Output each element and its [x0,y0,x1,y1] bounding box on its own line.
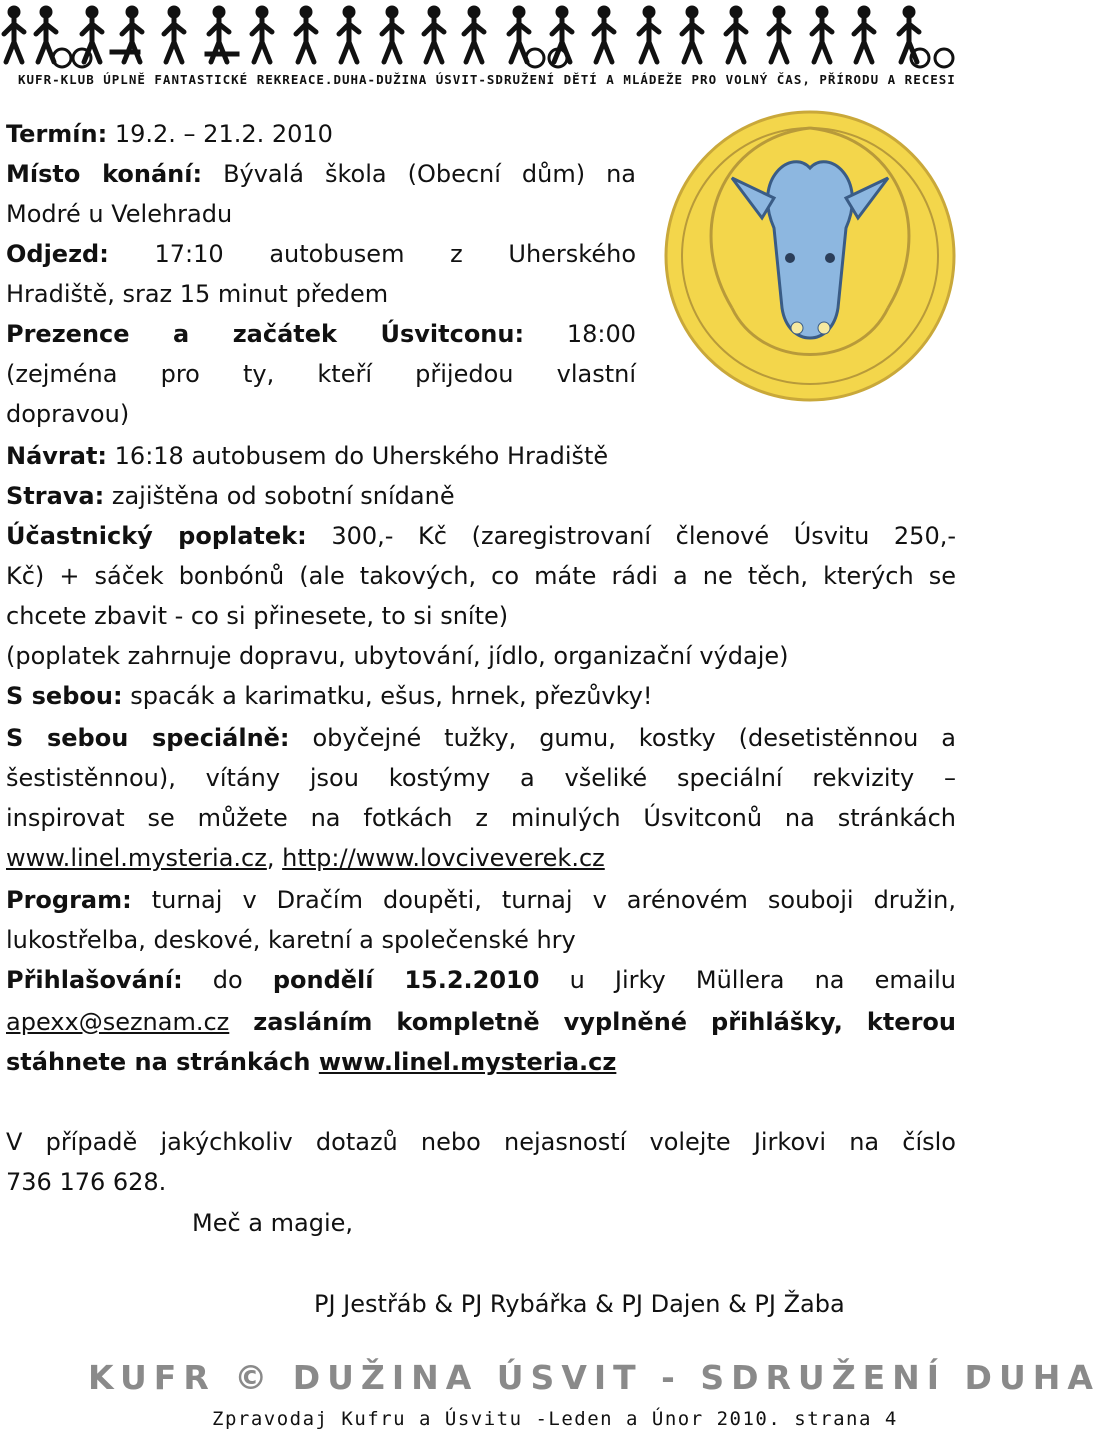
prihlasovani-line [6,960,956,1000]
termin-line [6,114,636,154]
prihlasovani-line-2 [6,1002,956,1042]
footer-note: Zpravodaj Kufru a Úsvitu -Leden a Únor 2010. strana 4 [212,1408,898,1430]
greeting: Meč a magie, [192,1209,354,1237]
links-line [6,838,605,878]
prihlasovani-label: Přihlašování: [6,966,183,994]
prihlasovani-bold-2: stáhnete na stránkách [6,1048,319,1076]
dotazy-line: V případě jakýchkoliv dotazů nebo nejasností volejte Jirkovi na číslo [6,1128,956,1156]
specialne-line-3: inspirovat se můžete na fotkách z minulých Úsvitconů na stránkách [6,804,956,832]
poplatek-line-3: chcete zbavit - co si přinesete, to si sníte) [6,602,509,630]
prihlasovani-line-3 [6,1042,616,1082]
prezence-label: Prezence a začátek Úsvitconu: [6,320,525,348]
misto-label: Místo konání: [6,160,203,188]
program-line-2: lukostřelba, deskové, karetní a společenské hry [6,926,576,954]
usvitcon-dragon-logo [662,108,958,404]
footer-banner: KUFR © DUŽINA ÚSVIT - SDRUŽENÍ DUHA [88,1358,1100,1397]
linel-link[interactable]: www.linel.mysteria.cz [6,844,267,872]
signature: PJ Jestřáb & PJ Rybářka & PJ Dajen & PJ Žaba [314,1290,845,1318]
odjezd-label: Odjezd: [6,240,109,268]
navrat-line [6,436,608,476]
termin-label: Termín: [6,120,108,148]
poplatek-value: 300,- Kč (zaregistrovaní členové Úsvitu 250,- [306,522,956,550]
sebou-value: spacák a karimatku, ešus, hrnek, přezůvky! [122,682,653,710]
sebou-line [6,676,653,716]
people-silhouettes-icon [0,0,960,70]
prihlasovani-do: do [182,966,273,994]
navrat-value: 16:18 autobusem do Uherského Hradiště [107,442,609,470]
strava-label: Strava: [6,482,105,510]
header-tagline: KUFR-KLUB ÚPLNĚ FANTASTICKÉ REKREACE.DUHA-DUŽINA ÚSVIT-SDRUŽENÍ DĚTÍ A MLÁDEŽE PRO VOLNÝ ČAS, PŘÍRODU A RECESI [18,72,956,87]
specialne-line [6,718,956,758]
lovciveverek-link[interactable]: http://www.lovciveverek.cz [282,844,605,872]
odjezd-line [6,234,636,274]
navrat-label: Návrat: [6,442,108,470]
misto-line-2: Modré u Velehradu [6,200,233,228]
specialne-line-2: šestistěnnou), vítány jsou kostýmy a všeliké speciální rekvizity – [6,764,956,792]
sebou-label: S sebou: [6,682,123,710]
program-line [6,880,956,920]
strava-value: zajištěna od sobotní snídaně [104,482,455,510]
link-separator: , [266,844,283,872]
misto-value: Bývalá škola (Obecní dům) na [202,160,636,188]
odjezd-value: 17:10 autobusem z Uherského [108,240,636,268]
strava-line [6,476,455,516]
specialne-label: S sebou speciálně: [6,724,290,752]
prezence-line-2: (zejména pro ty, kteří přijedou vlastní [6,360,636,388]
email-link[interactable]: apexx@seznam.cz [6,1008,230,1036]
program-value: turnaj v Dračím doupěti, turnaj v arénovém souboji družin, [131,886,956,914]
prezence-value: 18:00 [524,320,636,348]
termin-value: 19.2. – 21.2. 2010 [107,120,333,148]
prihlasovani-rest: u Jirky Müllera na emailu [539,966,956,994]
odjezd-line-2: Hradiště, sraz 15 minut předem [6,280,389,308]
poplatek-line-4: (poplatek zahrnuje dopravu, ubytování, jídlo, organizační výdaje) [6,642,789,670]
program-label: Program: [6,886,132,914]
poplatek-label: Účastnický poplatek: [6,522,307,550]
poplatek-line-2: Kč) + sáček bonbónů (ale takových, co máte rádi a ne těch, kterých se [6,562,956,590]
specialne-value: obyčejné tužky, gumu, kostky (desetistěnnou a [289,724,956,752]
prezence-line-3: dopravou) [6,400,130,428]
linel-link-2[interactable]: www.linel.mysteria.cz [318,1048,617,1076]
poplatek-line [6,516,956,556]
prezence-line [6,314,636,354]
misto-line [6,154,636,194]
prihlasovani-date: pondělí 15.2.2010 [272,966,540,994]
prihlasovani-bold: zasláním kompletně vyplněné přihlášky, kterou [229,1008,956,1036]
phone-number: 736 176 628. [6,1168,167,1196]
